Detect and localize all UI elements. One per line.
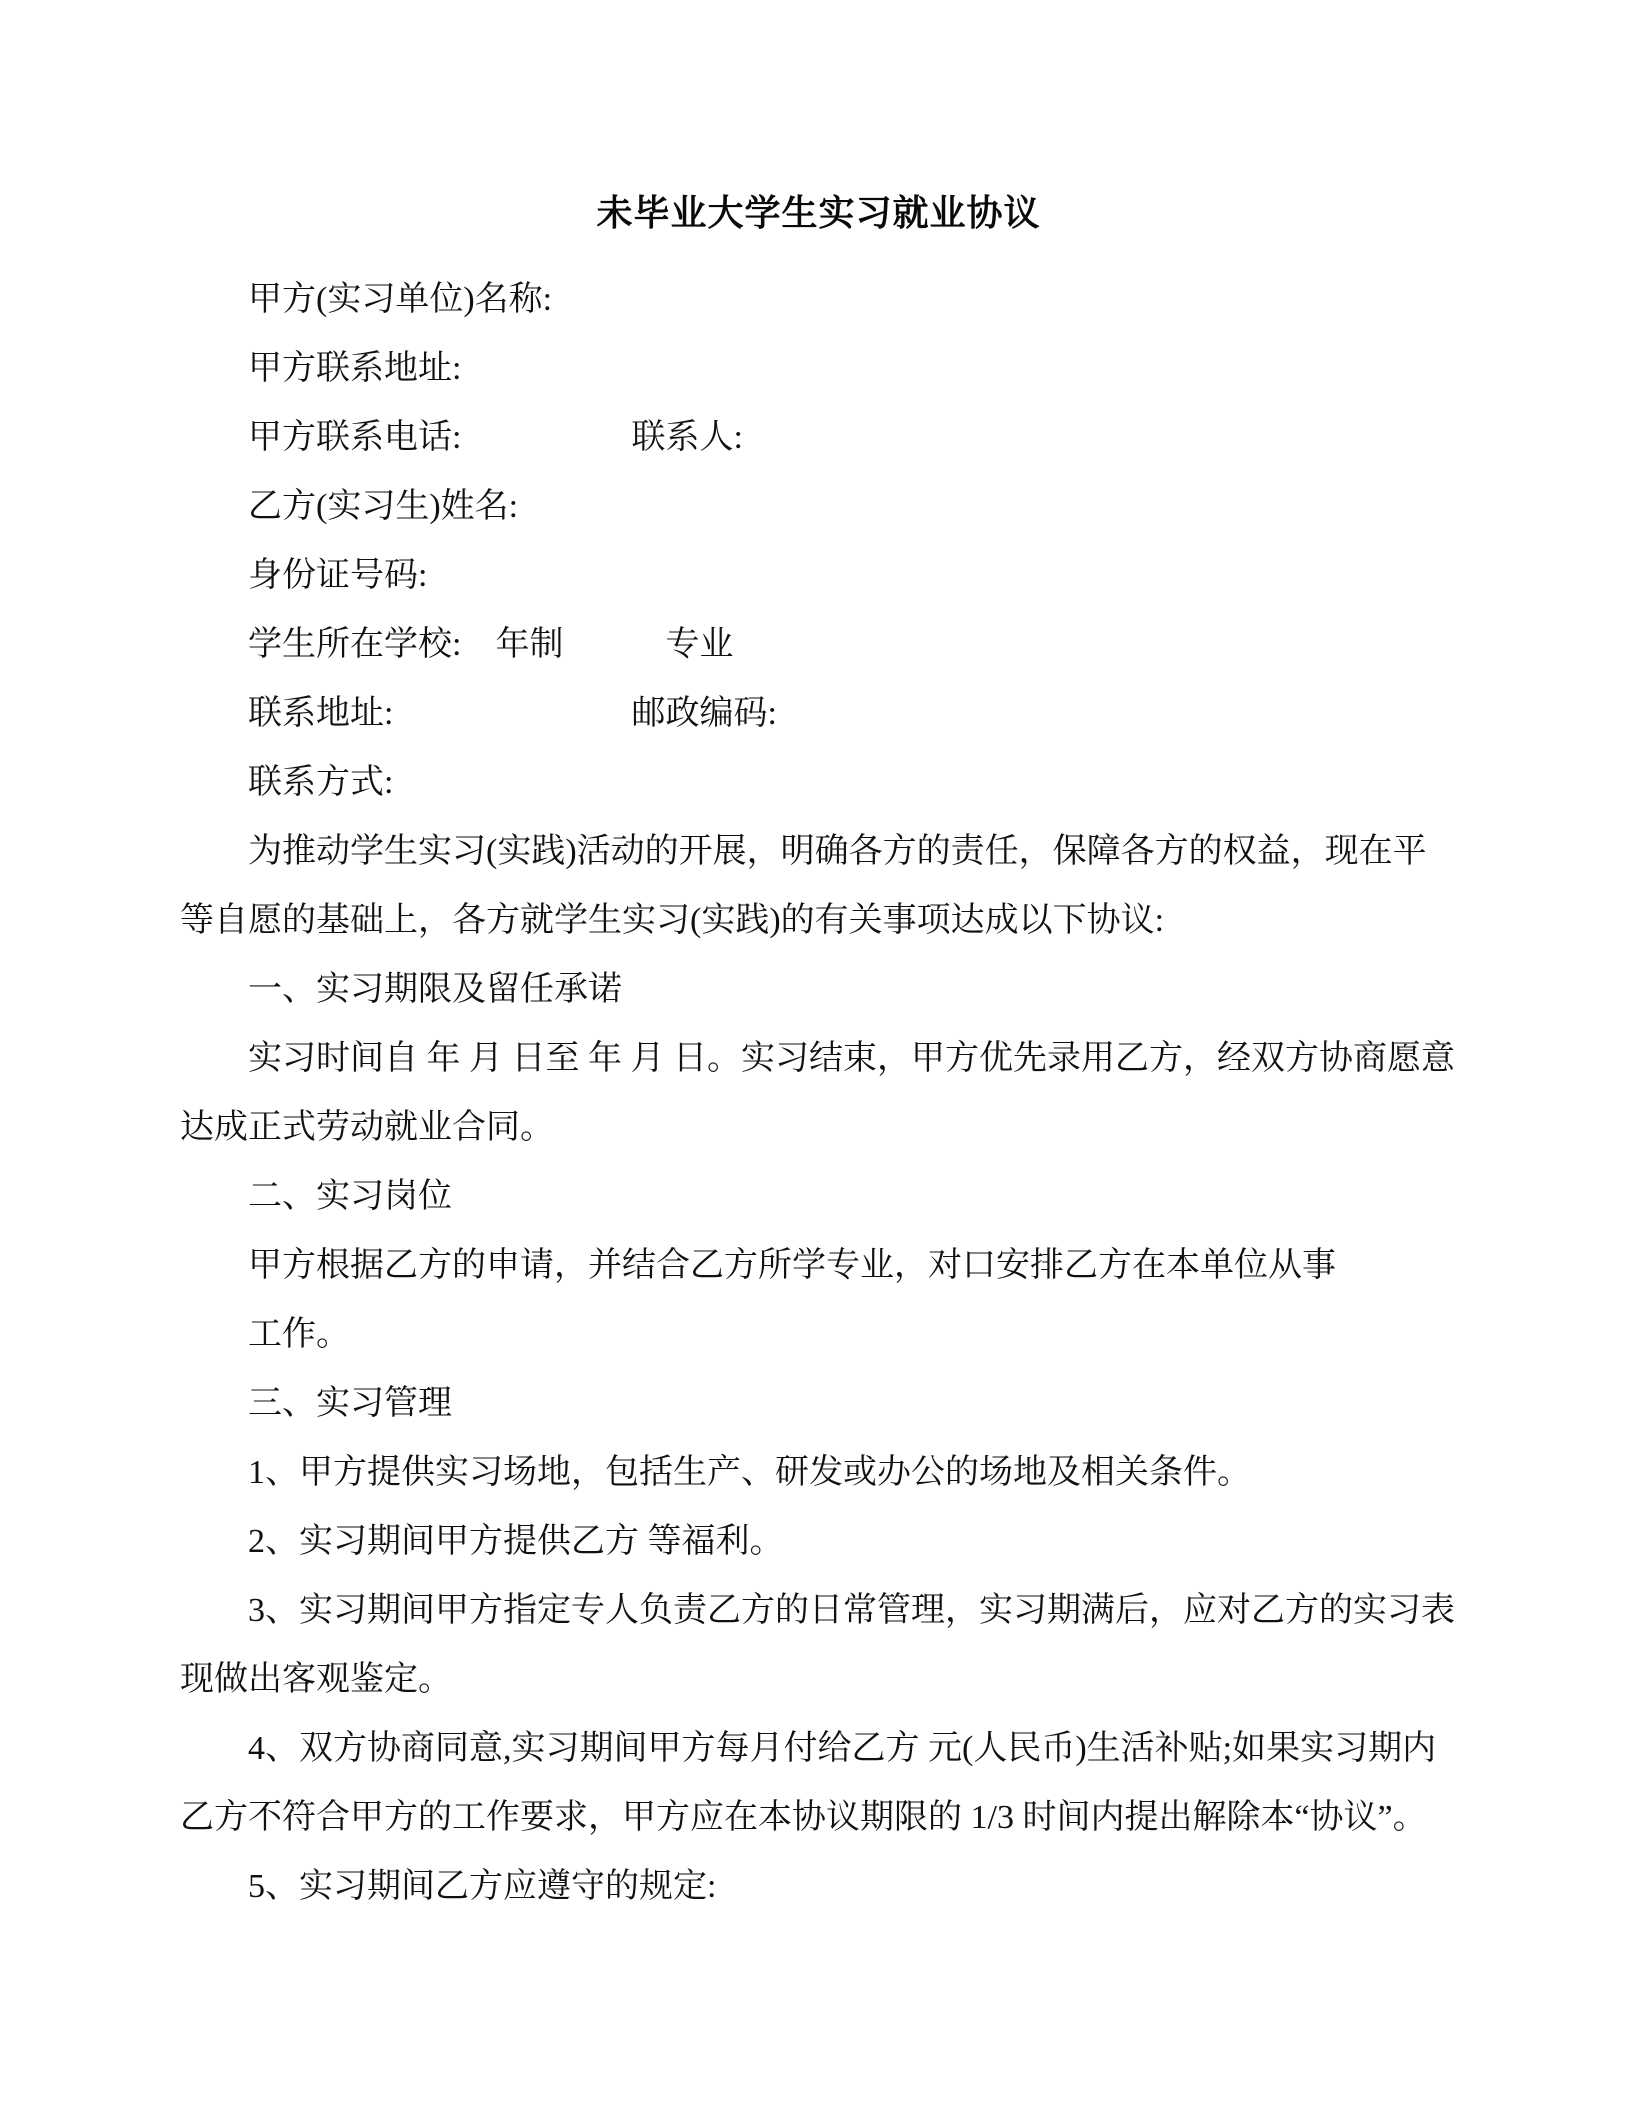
header-field-id-number: 身份证号码: [248, 557, 428, 594]
header-field-party-a-phone: 甲方联系电话: 联系人: [248, 419, 743, 456]
clause-item-5: 5、实习期间乙方应遵守的规定: [248, 1868, 717, 1905]
section-heading-1: 一、实习期限及留任承诺 [248, 971, 622, 1008]
header-field-school: 学生所在学校: 年制 专业 [248, 626, 734, 663]
header-field-party-a-name: 甲方(实习单位)名称: [248, 281, 553, 318]
paragraph-position-work: 工作。 [248, 1316, 350, 1353]
header-field-party-a-address: 甲方联系地址: [248, 350, 462, 387]
header-field-contact: 联系方式: [248, 764, 394, 801]
clause-item-3: 3、实习期间甲方指定专人负责乙方的日常管理，实习期满后，应对乙方的实习表现做出客观鉴定。 [180, 1592, 1455, 1698]
paragraph-position-assignment: 甲方根据乙方的申请，并结合乙方所学专业，对口安排乙方在本单位从事 [248, 1247, 1336, 1284]
paragraph-internship-period: 实习时间自 年 月 日至 年 月 日。实习结束，甲方优先录用乙方，经双方协商愿意达成正式劳动就业合同。 [180, 1040, 1455, 1146]
header-field-address-postcode: 联系地址: 邮政编码: [248, 695, 777, 732]
clause-item-2: 2、实习期间甲方提供乙方 等福利。 [248, 1523, 784, 1560]
page-title: 未毕业大学生实习就业协议 [596, 192, 1041, 233]
clause-item-1: 1、甲方提供实习场地，包括生产、研发或办公的场地及相关条件。 [248, 1454, 1251, 1491]
section-heading-3: 三、实习管理 [248, 1385, 452, 1422]
header-field-party-b-name: 乙方(实习生)姓名: [248, 488, 519, 525]
paragraph-preamble: 为推动学生实习(实践)活动的开展，明确各方的责任，保障各方的权益，现在平等自愿的基础上，各方就学生实习(实践)的有关事项达成以下协议: [180, 833, 1427, 939]
clause-item-4: 4、双方协商同意,实习期间甲方每月付给乙方 元(人民币)生活补贴;如果实习期内乙方不符合甲方的工作要求，甲方应在本协议期限的 1/3 时间内提出解除本“协议”。 [180, 1730, 1437, 1836]
section-heading-2: 二、实习岗位 [248, 1178, 452, 1215]
